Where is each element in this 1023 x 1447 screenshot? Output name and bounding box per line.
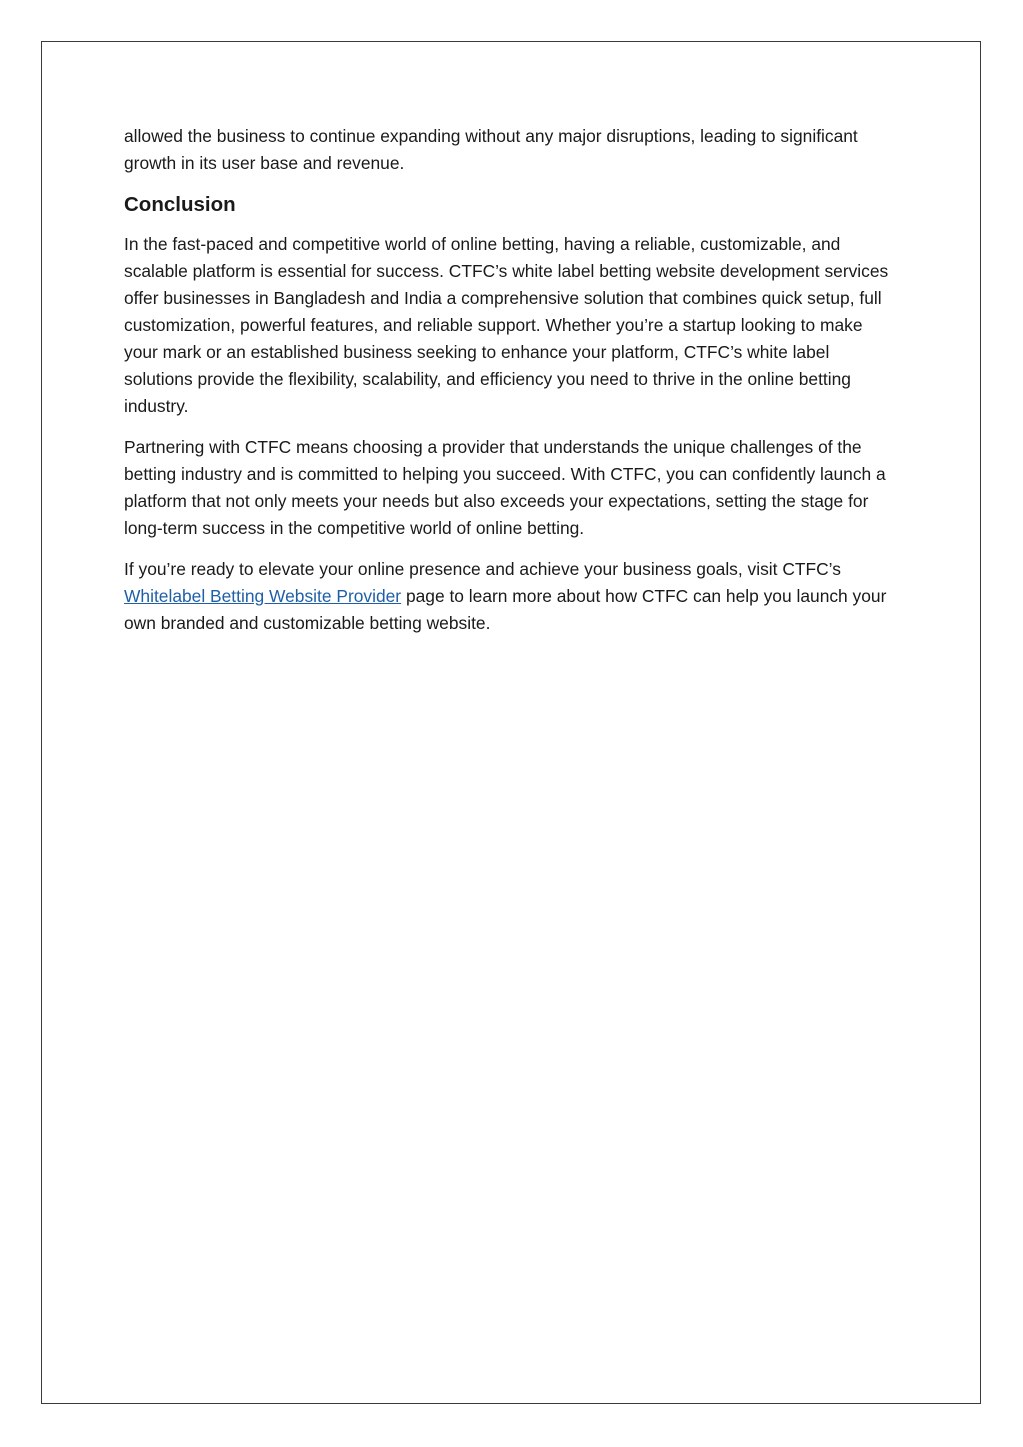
conclusion-paragraph-1: In the fast-paced and competitive world of online betting, having a reliable, customizable, and scalable platform is essential for success. CTFC’s white label betting website development services offer businesses in Bangladesh and India a comprehensive solution that combines quick setup, full customization, powerful features, and reliable support. Whether you’re a startup looking to make your mark or an established business seeking to enhance your platform, CTFC’s white label solutions provide the flexibility, scalability, and efficiency you need to thrive in the online betting industry.	[124, 234, 889, 416]
whitelabel-provider-link[interactable]: Whitelabel Betting Website Provider	[124, 586, 402, 606]
conclusion-paragraph-2: Partnering with CTFC means choosing a provider that understands the unique challenges of the betting industry and is committed to helping you succeed. With CTFC, you can confidently launch a platform that not only meets your needs but also exceeds your expectations, setting the stage for long-term success in the competitive world of online betting.	[124, 437, 886, 538]
paragraph-3-text-before-link: If you’re ready to elevate your online presence and achieve your business goals, visit CTFC’s	[124, 559, 841, 579]
document-body	[124, 123, 899, 651]
conclusion-paragraph-3	[124, 556, 899, 637]
intro-paragraph: allowed the business to continue expanding without any major disruptions, leading to significant growth in its user base and revenue.	[124, 126, 858, 173]
paragraph-3-text-after-link: page to learn more about how CTFC can help you launch your own branded and customizable betting website.	[124, 586, 887, 633]
section-heading: Conclusion	[124, 193, 236, 216]
